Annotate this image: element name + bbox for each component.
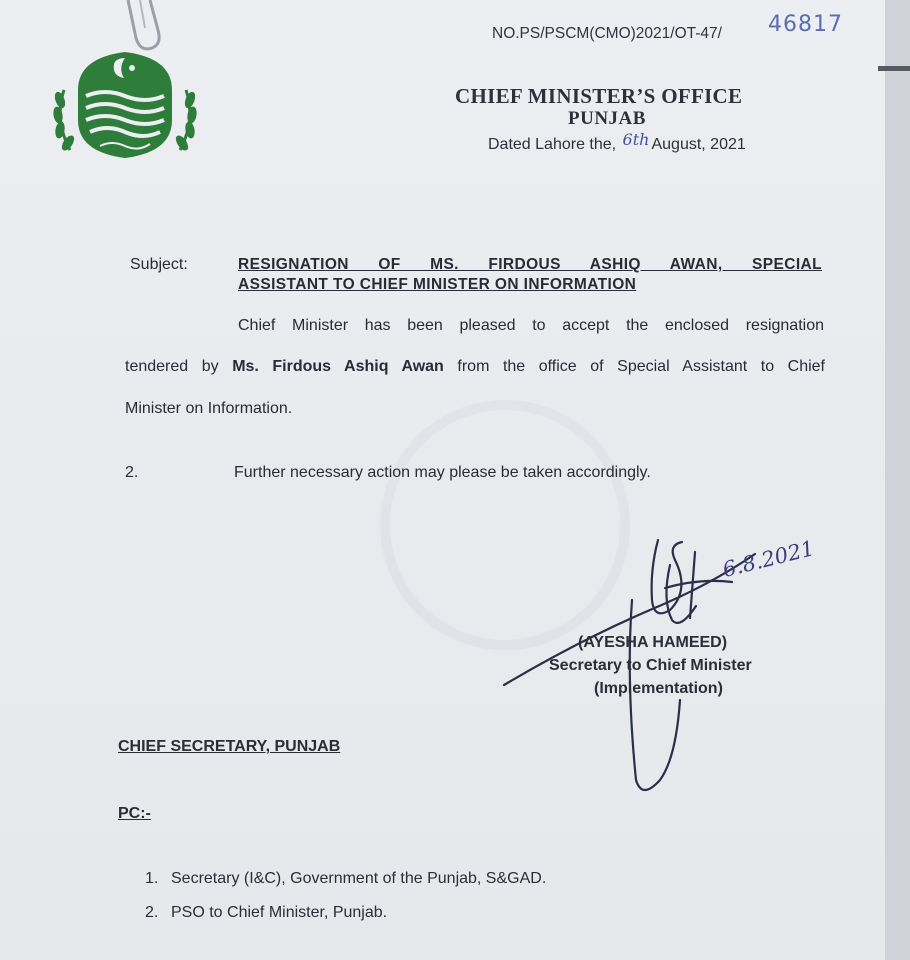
background-edge <box>885 0 910 960</box>
handwritten-reference: 46817 <box>768 12 843 37</box>
subject-label: Subject: <box>130 256 188 273</box>
addressee: CHIEF SECRETARY, PUNJAB <box>118 738 341 755</box>
office-title: CHIEF MINISTER’S OFFICE <box>455 84 743 108</box>
subject-line-1: RESIGNATION OF MS. FIRDOUS ASHIQ AWAN, SPECIAL <box>238 256 822 273</box>
reference-number: NO.PS/PSCM(CMO)2021/OT-47/ <box>492 25 722 42</box>
para1-pre: tendered by <box>125 358 219 375</box>
punjab-emblem-icon <box>50 40 200 165</box>
para1-name: Ms. Firdous Ashiq Awan <box>232 358 444 375</box>
dated-suffix: August, 2021 <box>651 136 746 153</box>
subject-line-2: ASSISTANT TO CHIEF MINISTER ON INFORMATION <box>238 276 637 293</box>
paragraph-1-line-2 <box>125 358 825 376</box>
copy-item-text: Secretary (I&C), Government of the Punjab, S&GAD. <box>171 870 547 887</box>
copy-item-text: PSO to Chief Minister, Punjab. <box>171 904 388 921</box>
copy-item-number: 1. <box>145 870 159 887</box>
handwritten-date: 6.8.2021 <box>720 536 817 582</box>
paragraph-2-text: Further necessary action may please be taken accordingly. <box>234 464 651 481</box>
dated-prefix: Dated Lahore the, <box>488 136 617 153</box>
signatory-name: (AYESHA HAMEED) <box>578 634 728 651</box>
dated-line <box>488 130 746 154</box>
paragraph-1-line-1: Chief Minister has been pleased to accept the enclosed resignation <box>238 317 824 334</box>
paragraph-1-line-3: Minister on Information. <box>125 400 293 417</box>
province-title: PUNJAB <box>568 108 646 129</box>
copy-item-2 <box>145 904 387 922</box>
edge-mark <box>878 66 910 71</box>
paragraph-2-number: 2. <box>125 464 139 481</box>
copy-item-1 <box>145 870 546 888</box>
copy-item-number: 2. <box>145 904 159 921</box>
signatory-title-1: Secretary to Chief Minister <box>549 657 752 674</box>
copies-label: PC:- <box>118 805 151 822</box>
dated-day: 6th <box>622 130 650 149</box>
para1-post: from the office of Special Assistant to Chief <box>457 358 826 375</box>
signatory-title-2: (Implementation) <box>594 680 723 697</box>
